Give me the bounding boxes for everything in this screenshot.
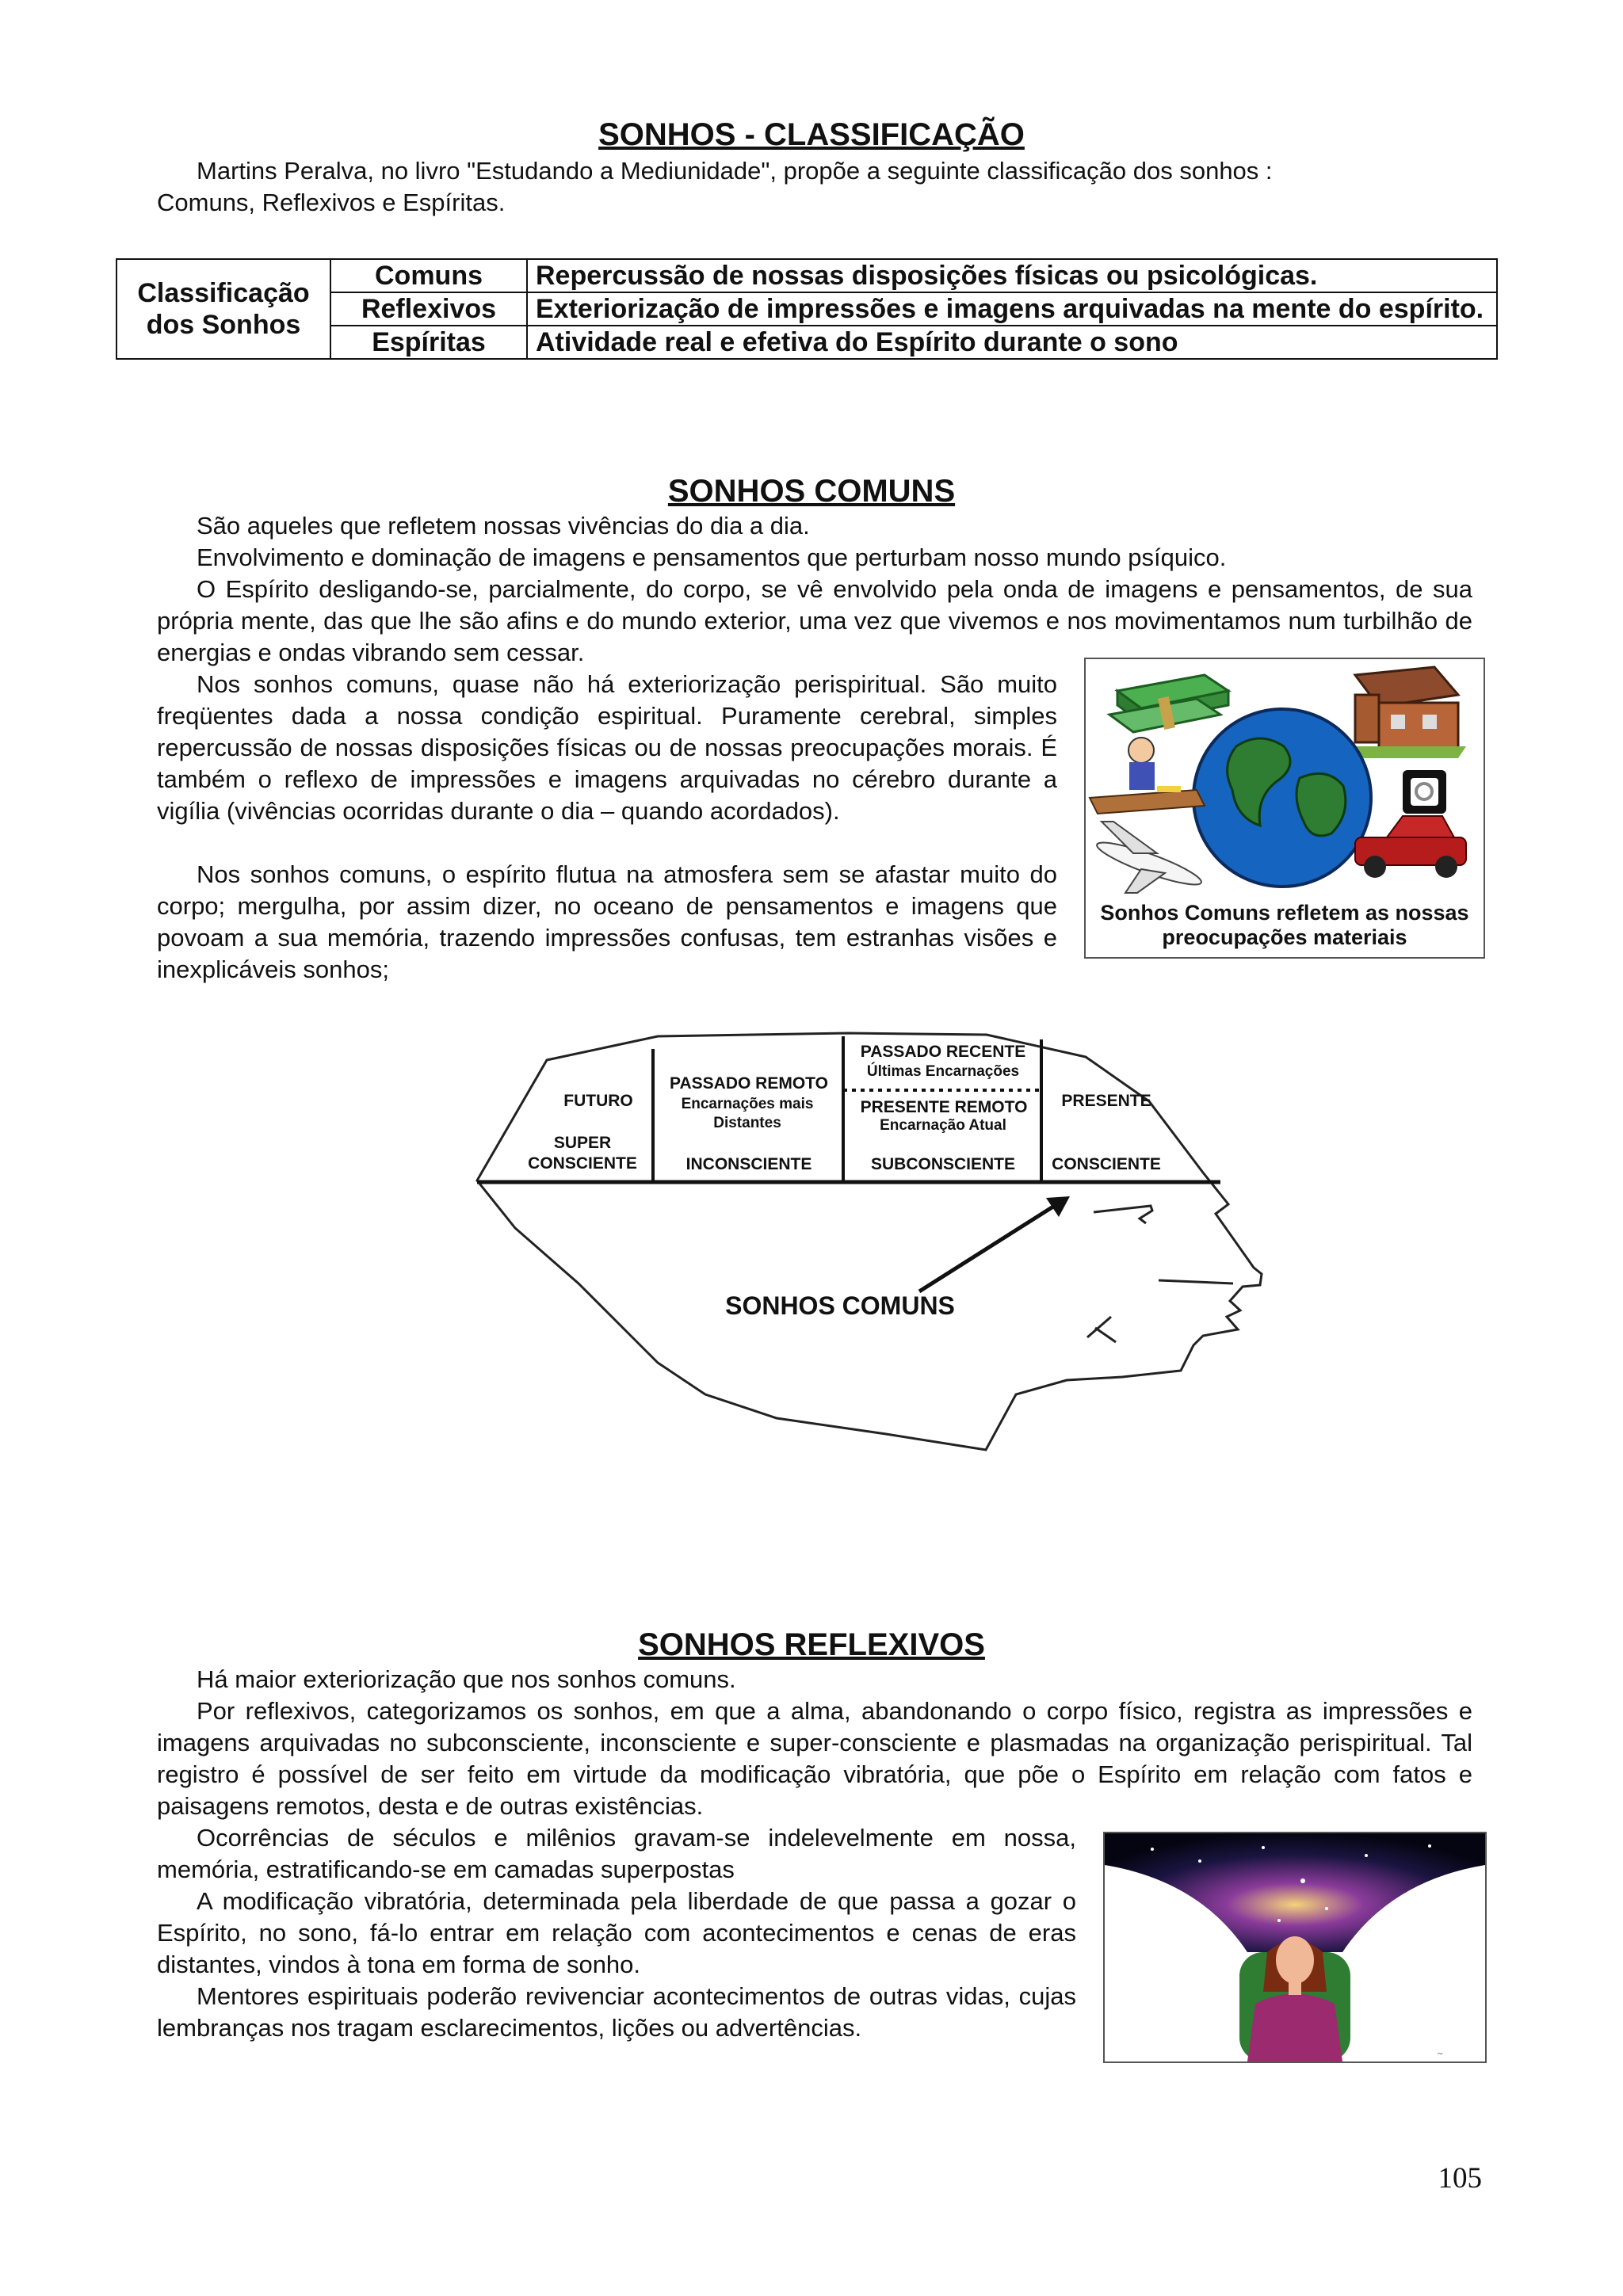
classification-table — [116, 258, 1498, 360]
car-icon — [1355, 816, 1466, 878]
reflexivos-illustration — [1103, 1832, 1487, 2063]
type-reflexivos: Reflexivos — [330, 292, 527, 326]
airplane-icon — [1094, 822, 1205, 893]
label-inconsciente: INCONSCIENTE — [685, 1155, 812, 1173]
page-number: 105 — [1438, 2162, 1482, 2195]
label-ultimas-encarnacoes: Últimas Encarnações — [866, 1063, 1020, 1080]
desc-reflexivos: Exteriorização de impressões e imagens arquivadas na mente do espírito. — [527, 292, 1497, 326]
reflexivos-p3: Ocorrências de séculos e milênios gravam-se indelevelmente em nossa, memória, estratificando-se em camadas superpostas — [157, 1824, 1076, 1883]
mind-diagram — [468, 1022, 1276, 1513]
label-presente: PRESENTE — [1061, 1092, 1151, 1110]
type-espiritas: Espíritas — [330, 326, 527, 359]
desc-espiritas: Atividade real e efetiva do Espírito durante o sono — [527, 326, 1497, 359]
comuns-p3: O Espírito desligando-se, parcialmente, do corpo, se vê envolvido pela onda de imagens e pensamentos, de sua própria mente, das que lhe são afins e do mundo exterior, uma vez que vivemos e nos movimentamos num turbilhão de energias e ondas vibrando sem cessar. — [157, 575, 1472, 666]
money-icon — [1109, 675, 1228, 732]
label-encarnacao-atual: Encarnação Atual — [880, 1117, 1006, 1134]
intro-line-1: Martins Peralva, no livro "Estudando a Mediunidade", propõe a seguinte classificação dos sonhos : — [197, 157, 1273, 185]
reflexivos-p1: Há maior exteriorização que nos sonhos comuns. — [197, 1665, 736, 1693]
comuns-image-caption: Sonhos Comuns refletem as nossas preocupações materiais — [1100, 901, 1469, 949]
reflexivos-p2: Por reflexivos, categorizamos os sonhos, em que a alma, abandonando o corpo físico, registra as impressões e imagens arquivadas no subconsciente, inconsciente e super-consciente e plasmadas na organização perispiritual. Tal registro é possível de ser feito em virtude da modificação vibratória, que põe o Espírito em relação com fatos e paisagens remotos, desta e de outras existências. — [157, 1697, 1472, 1820]
heading-sonhos-comuns: SONHOS COMUNS — [667, 474, 956, 509]
material-concerns-clipart — [1086, 659, 1484, 897]
arrow-label-sonhos-comuns: SONHOS COMUNS — [725, 1291, 955, 1320]
label-super-consciente: SUPER CONSCIENTE — [528, 1134, 637, 1173]
cosmic-dream-illustration — [1105, 1833, 1485, 2061]
comuns-p2: Envolvimento e dominação de imagens e pensamentos que perturbam nosso mundo psíquico. — [197, 543, 1227, 571]
label-encarnacoes-distantes: Encarnações mais Distantes — [681, 1096, 814, 1131]
comuns-p5: Nos sonhos comuns, o espírito flutua na atmosfera sem se afastar muito do corpo; mergulha, por assim dizer, no oceano de pensamentos e imagens que povoam a sua memória, trazendo impressões confusas, tem estranhas visões e inexplicáveis sonhos; — [157, 860, 1057, 983]
label-futuro: FUTURO — [563, 1092, 633, 1110]
table-label: Classificação dos Sonhos — [116, 259, 330, 359]
label-passado-remoto: PASSADO REMOTO — [670, 1074, 828, 1093]
label-consciente: CONSCIENTE — [1052, 1155, 1161, 1173]
label-presente-remoto: PRESENTE REMOTO — [860, 1098, 1028, 1116]
comuns-p4: Nos sonhos comuns, quase não há exteriorização perispiritual. São muito freqüentes dada a nossa condição espiritual. Puramente cerebral, simples repercussão de nossas disposições físicas ou de nossas preocupações morais. É também o reflexo de impressões e imagens arquivadas no cérebro durante a vigília (vivências ocorridas durante o dia – quando acordados). — [157, 670, 1057, 825]
desc-comuns: Repercussão de nossas disposições físicas ou psicológicas. — [527, 259, 1497, 292]
table-row — [116, 259, 1497, 292]
reflexivos-p4: A modificação vibratória, determinada pela liberdade de que passa a gozar o Espírito, no sono, fá-lo entrar em relação com acontecimentos e cenas de eras distantes, vindos à tona em forma de sonho. — [157, 1887, 1076, 1978]
house-icon — [1347, 667, 1466, 758]
comuns-illustration — [1084, 658, 1485, 959]
ring-box-icon — [1403, 770, 1446, 814]
comuns-p1: São aqueles que refletem nossas vivências do dia a dia. — [197, 512, 810, 540]
type-comuns: Comuns — [330, 259, 527, 292]
intro-line-2: Comuns, Reflexivos e Espíritas. — [157, 189, 506, 216]
worried-man-icon — [1090, 738, 1205, 814]
label-passado-recente: PASSADO RECENTE — [860, 1043, 1026, 1061]
page-title: SONHOS - CLASSIFICAÇÃO — [598, 117, 1025, 152]
artist-signature: ~ — [1438, 2048, 1443, 2059]
globe-icon — [1193, 709, 1371, 887]
label-subconsciente: SUBCONSCIENTE — [870, 1155, 1016, 1173]
heading-sonhos-reflexivos: SONHOS REFLEXIVOS — [638, 1627, 985, 1662]
reflexivos-p5: Mentores espirituais poderão revivenciar acontecimentos de outras vidas, cujas lembranças nos tragam esclarecimentos, lições ou advertências. — [157, 1982, 1076, 2042]
